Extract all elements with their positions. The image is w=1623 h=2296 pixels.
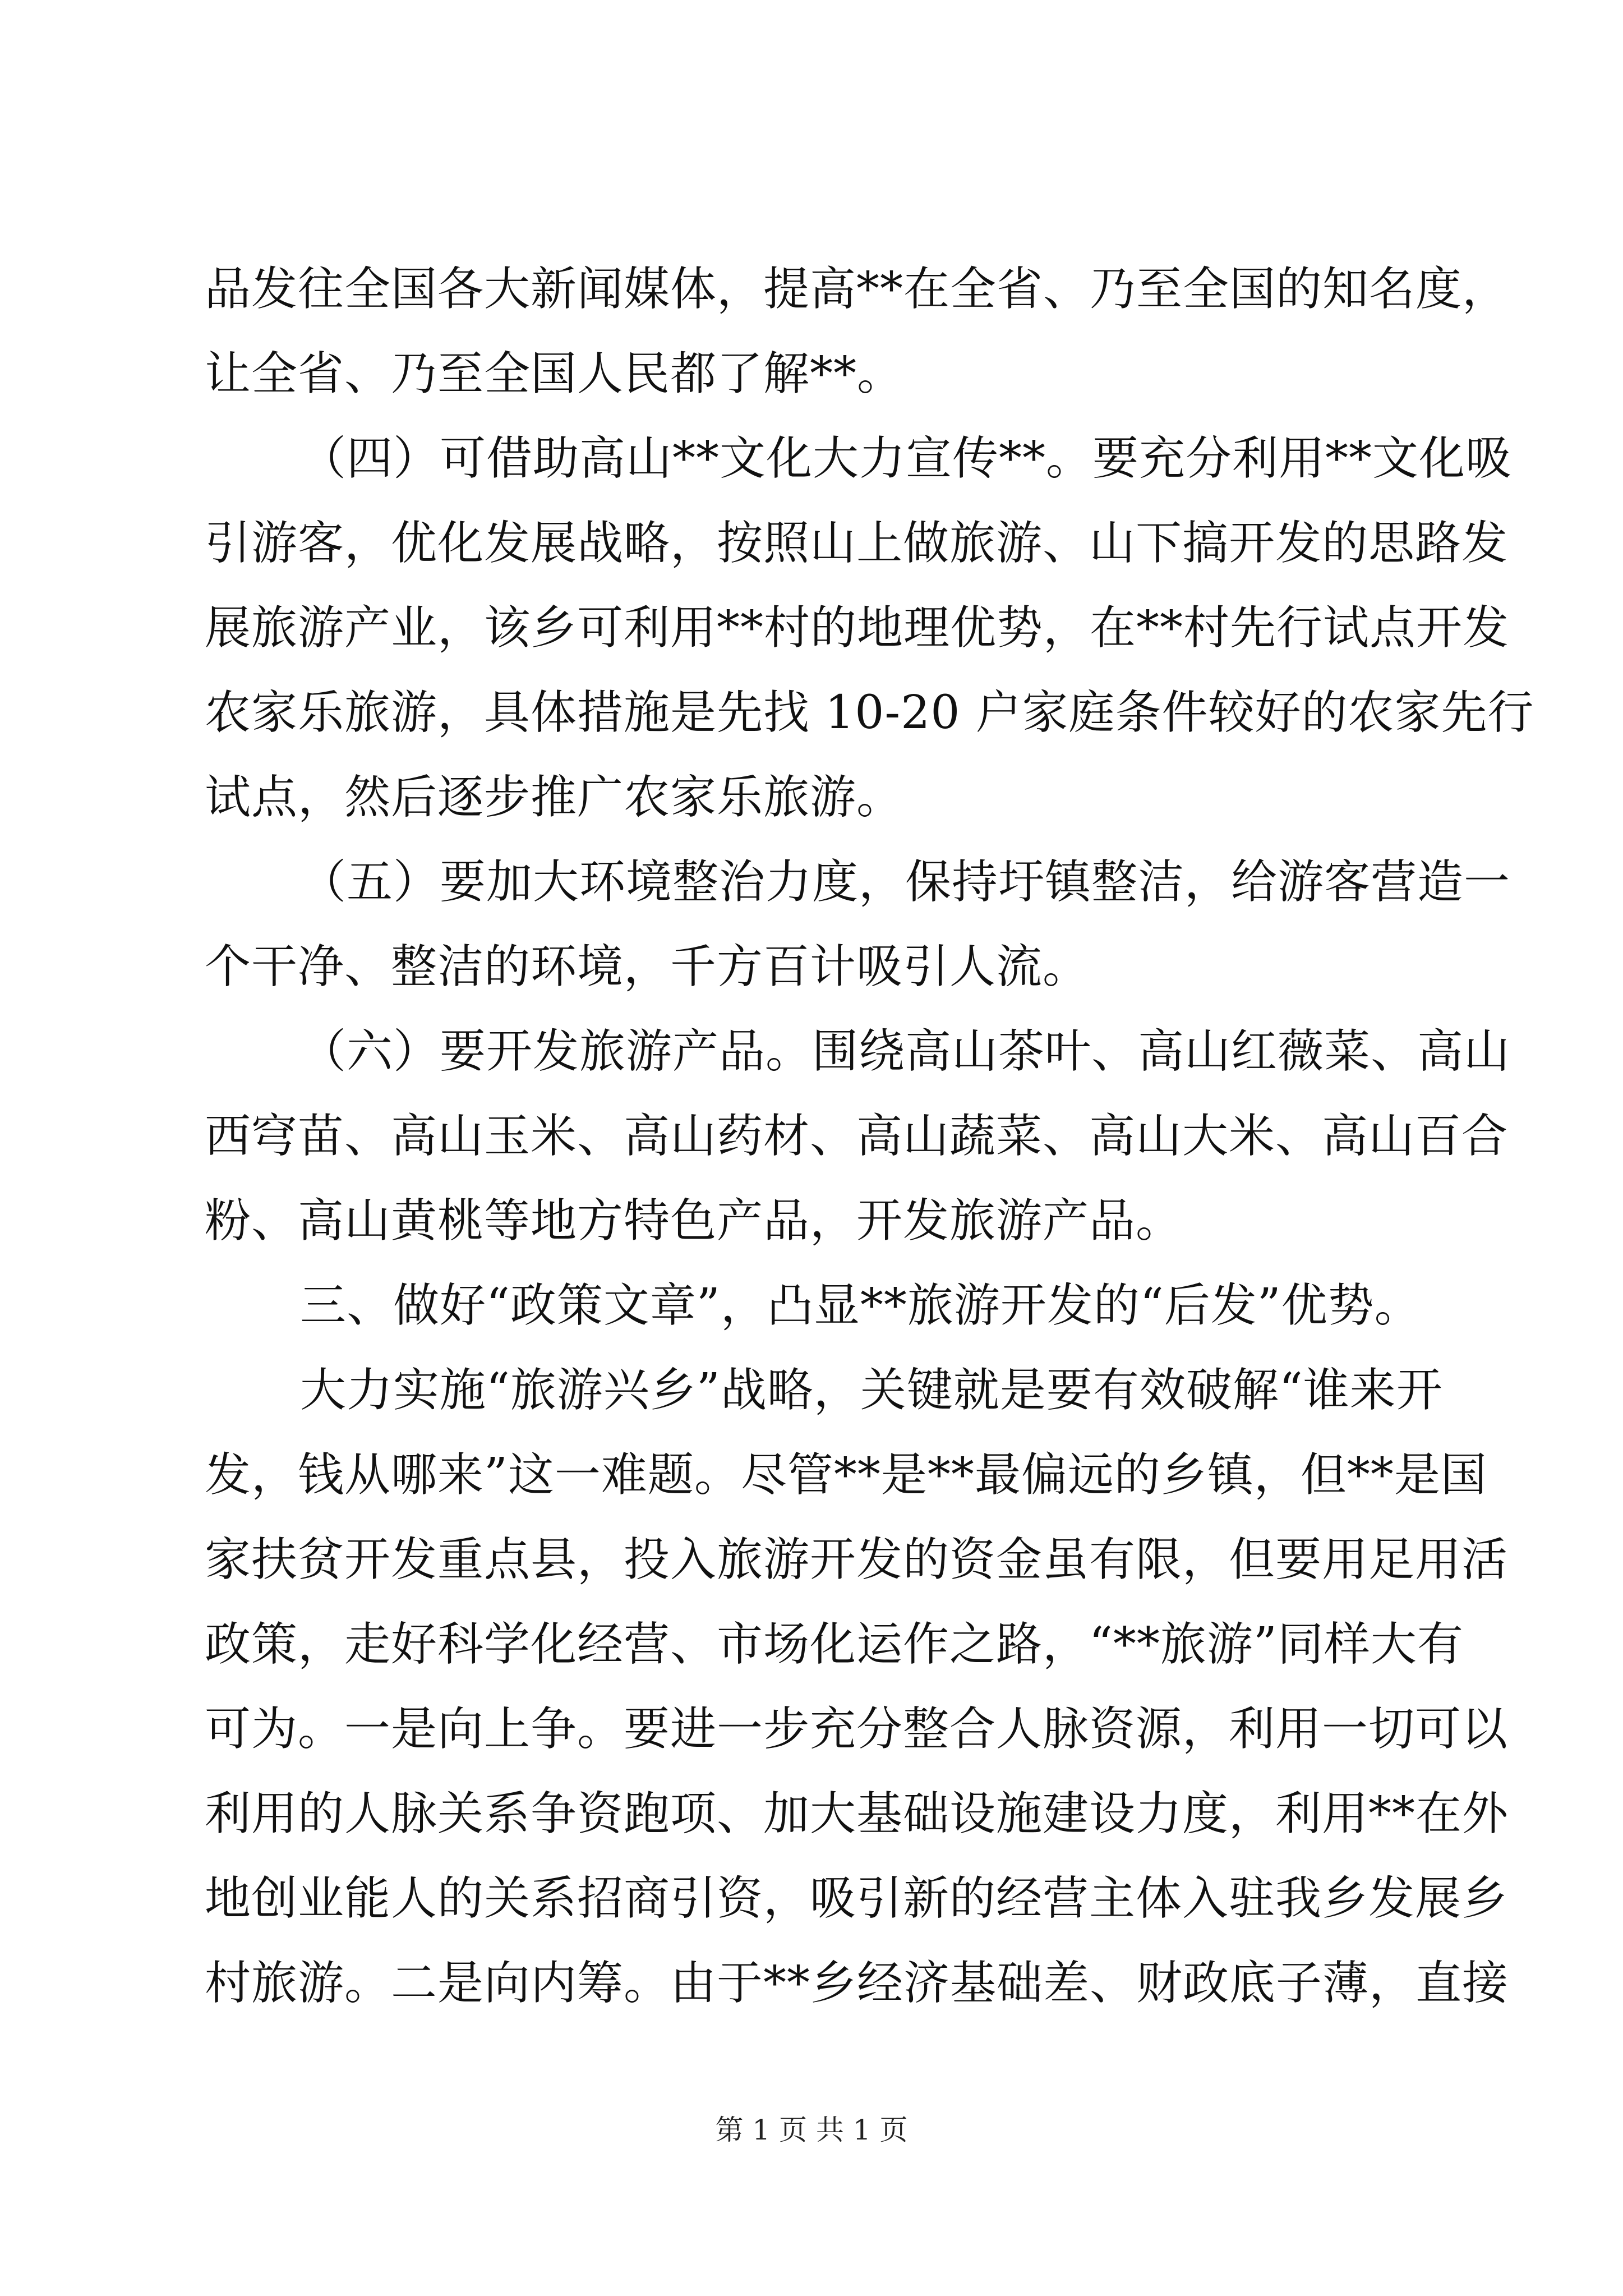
text-line: 农家乐旅游，具体措施是先找 10-20 户家庭条件较好的农家先行 (205, 686, 1534, 739)
text-line: 粉、高山黄桃等地方特色产品，开发旅游产品。 (205, 1194, 1183, 1248)
text-line: 西穹苗、高山玉米、高山药材、高山蔬菜、高山大米、高山百合 (205, 1110, 1509, 1163)
text-line: 试点，然后逐步推广农家乐旅游。 (205, 771, 903, 824)
text-line: 地创业能人的关系招商引资，吸引新的经营主体入驻我乡发展乡 (205, 1872, 1509, 1925)
text-line: （五）要加大环境整治力度，保持圩镇整洁，给游客营造一 (300, 855, 1511, 909)
text-line: 引游客，优化发展战略，按照山上做旅游、山下搞开发的思路发 (205, 517, 1509, 570)
text-line: 家扶贫开发重点县，投入旅游开发的资金虽有限，但要用足用活 (205, 1533, 1509, 1586)
text-line: 可为。一是向上争。要进一步充分整合人脉资源，利用一切可以 (205, 1703, 1509, 1756)
text-line: 村旅游。二是向内筹。由于**乡经济基础差、财政底子薄，直接 (205, 1957, 1509, 2010)
text-line: 政策，走好科学化经营、市场化运作之路，“**旅游”同样大有 (205, 1618, 1464, 1671)
text-line: （四）可借助高山**文化大力宣传**。要充分利用**文化吸 (300, 432, 1513, 485)
section-heading: 三、做好“政策文章”，凸显**旅游开发的“后发”优势。 (300, 1279, 1421, 1332)
text-line: 品发往全国各大新闻媒体，提高**在全省、乃至全国的知名度， (205, 263, 1509, 316)
text-line: 发，钱从哪来”这一难题。尽管**是**最偏远的乡镇，但**是国 (205, 1448, 1487, 1502)
text-line: 让全省、乃至全国人民都了解**。 (205, 347, 904, 401)
page-footer: 第 1 页 共 1 页 (715, 2114, 908, 2146)
text-line: 个干净、整洁的环境，千方百计吸引人流。 (205, 940, 1090, 993)
text-line: 大力实施“旅游兴乡”战略，关键就是要有效破解“谁来开 (300, 1364, 1443, 1417)
document-body (205, 247, 1534, 2026)
text-line: （六）要开发旅游产品。围绕高山茶叶、高山红薇菜、高山 (300, 1025, 1511, 1078)
text-line: 展旅游产业，该乡可利用**村的地理优势，在**村先行试点开发 (205, 601, 1510, 655)
text-line: 利用的人脉关系争资跑项、加大基础设施建设力度，利用**在外 (205, 1787, 1509, 1841)
